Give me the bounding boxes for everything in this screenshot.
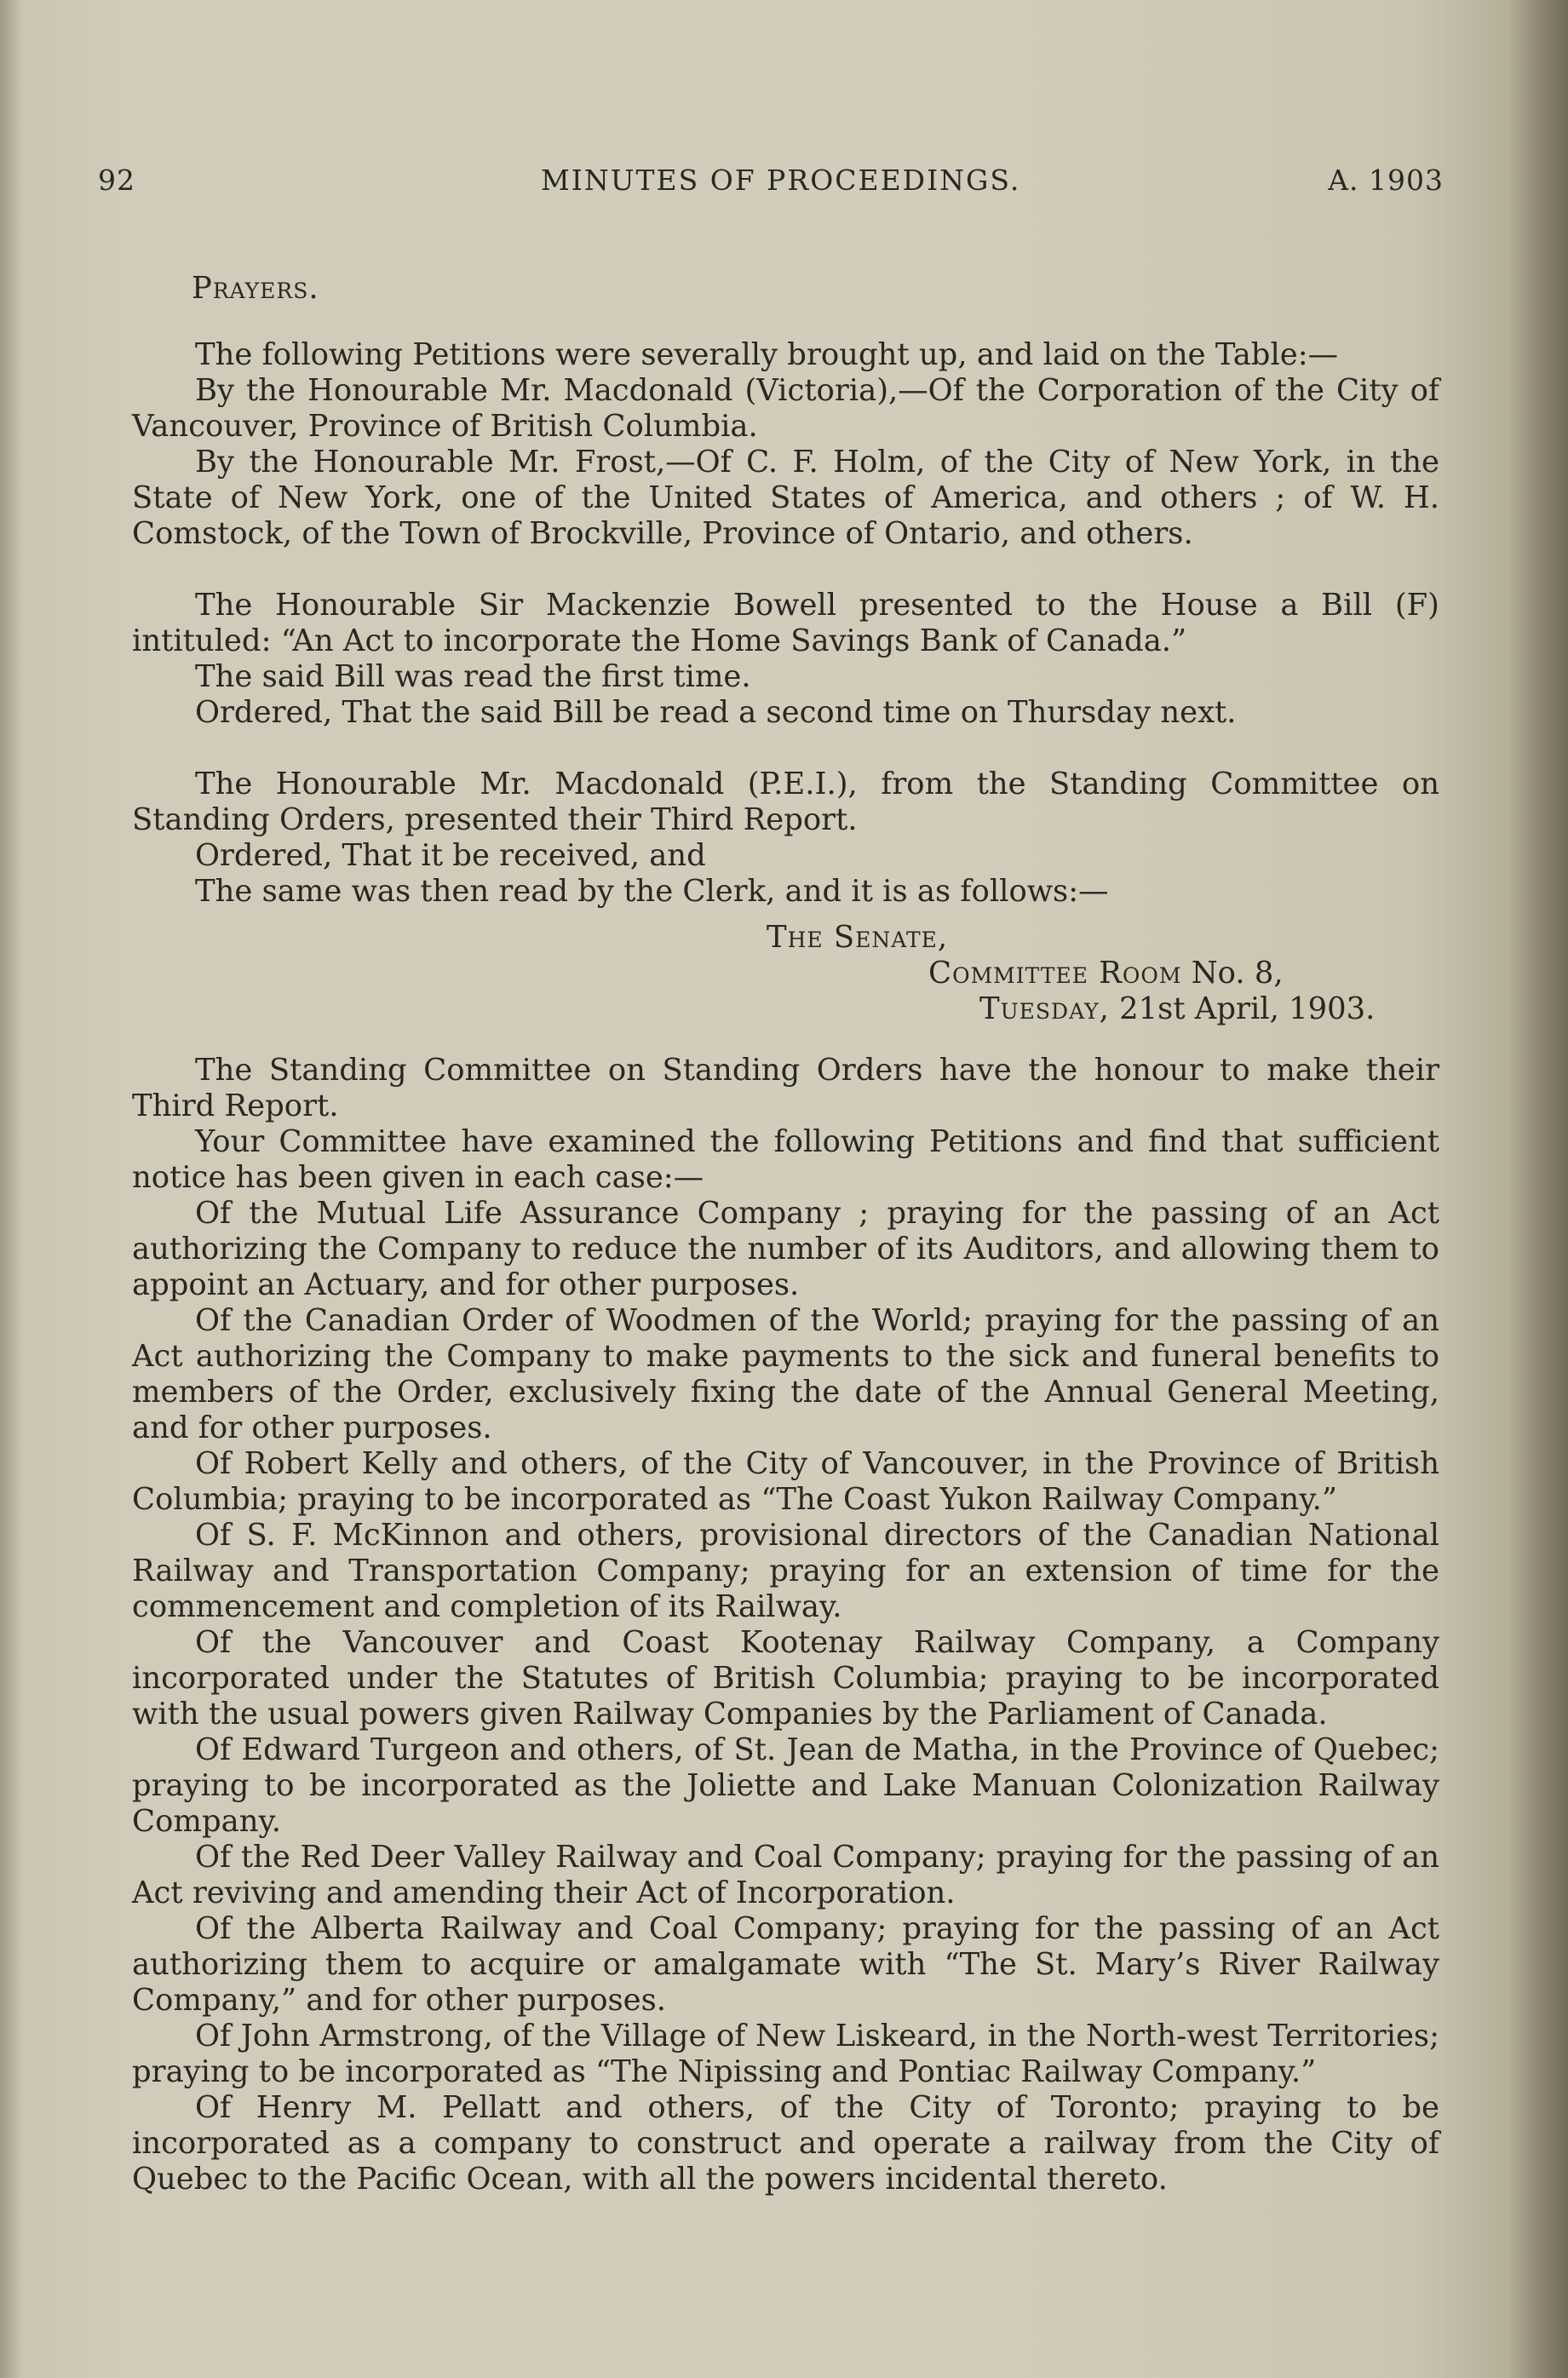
book-gutter-shadow — [1508, 0, 1568, 2378]
address-committee-room-label: Committee Room — [928, 956, 1182, 991]
address-senate: The Senate, — [767, 920, 949, 955]
petition-paragraph: By the Honourable Mr. Frost,—Of C. F. Holm, of the City of New York, in the State of New York, one of the United States of America, and others ; of W. H. Comstock, of the Town of Brockville, Province of Ontario, and others. — [132, 445, 1439, 551]
section-heading-prayers: Prayers. — [192, 271, 319, 306]
report-petition: Of Henry M. Pellatt and others, of the City of Toronto; praying to be incorporated as a company to construct and operate a railway from the City of Quebec to the Pacific Ocean, with all the powers incidental thereto. — [132, 2090, 1439, 2197]
report-petition: Of S. F. McKinnon and others, provisional directors of the Canadian National Railway and Transportation Company; praying for an extension of time for the commencement and completion of its Railway. — [132, 1518, 1439, 1624]
report-address-block — [132, 920, 1439, 1027]
report-paragraph: Your Committee have examined the following Petitions and find that sufficient notice has been given in each case:— — [132, 1124, 1439, 1195]
report-read-paragraph: The same was then read by the Clerk, and it is as follows:— — [195, 874, 1109, 909]
report-petition: Of the Vancouver and Coast Kootenay Railway Company, a Company incorporated under the Statutes of British Columbia; praying to be incorporated with the usual powers given Railway Companies by the Parliament of Canada. — [132, 1625, 1439, 1732]
report-petition: Of the Mutual Life Assurance Company ; praying for the passing of an Act authorizing the Company to reduce the number of its Auditors, and allowing them to appoint an Actuary, and for other purposes. — [132, 1196, 1439, 1302]
report-petition: Of the Alberta Railway and Coal Company; praying for the passing of an Act authorizing them to acquire or amalgamate with “The St. Mary’s River Railway Company,” and for other purposes. — [132, 1911, 1439, 2018]
petition-paragraph: By the Honourable Mr. Macdonald (Victoria),—Of the Corporation of the City of Vancouver, Province of British Columbia. — [132, 373, 1439, 444]
page-header — [98, 164, 1444, 206]
report-petition: Of John Armstrong, of the Village of New Liskeard, in the North-west Territories; praying to be incorporated as “The Nipissing and Pontiac Railway Company.” — [132, 2019, 1439, 2089]
report-ordered-paragraph: Ordered, That it be received, and — [195, 838, 706, 873]
report-petition: Of the Red Deer Valley Railway and Coal Company; praying for the passing of an Act reviving and amending their Act of Incorporation. — [132, 1840, 1439, 1910]
address-date-text: 21st April, 1903. — [1109, 991, 1376, 1026]
address-weekday: Tuesday, — [979, 991, 1110, 1026]
page-number: 92 — [98, 164, 135, 197]
report-paragraph: The Standing Committee on Standing Orders have the honour to make their Third Report. — [132, 1053, 1439, 1123]
petitions-intro: The following Petitions were severally brought up, and laid on the Table:— — [195, 337, 1339, 372]
report-petition: Of Edward Turgeon and others, of St. Jean de Matha, in the Province of Quebec; praying to be incorporated as the Joliette and Lake Manuan Colonization Railway Company. — [132, 1732, 1439, 1839]
bill-presented-paragraph: The Honourable Sir Mackenzie Bowell presented to the House a Bill (F) intituled: “An Act to incorporate the Home Savings Bank of Canada.” — [132, 588, 1439, 658]
address-date — [979, 991, 1375, 1027]
report-petition: Of Robert Kelly and others, of the City of Vancouver, in the Province of British Columbia; praying to be incorporated as “The Coast Yukon Railway Company.” — [132, 1446, 1439, 1517]
running-title: MINUTES OF PROCEEDINGS. — [541, 164, 1021, 197]
report-presented-paragraph: The Honourable Mr. Macdonald (P.E.I.), from the Standing Committee on Standing Orders, presented their Third Report. — [132, 767, 1439, 837]
bill-read-paragraph: The said Bill was read the first time. — [195, 659, 751, 694]
bill-ordered-paragraph: Ordered, That the said Bill be read a second time on Thursday next. — [195, 695, 1237, 730]
page-body — [132, 271, 1439, 2197]
address-committee-room — [928, 956, 1284, 991]
session-year: A. 1903 — [1328, 164, 1444, 197]
report-petition: Of the Canadian Order of Woodmen of the World; praying for the passing of an Act authorizing the Company to make payments to the sick and funeral benefits to members of the Order, exclusively fixing the date of the Annual General Meeting, and for other purposes. — [132, 1303, 1439, 1445]
address-room-number: No. 8, — [1181, 956, 1284, 991]
page-left-edge-shadow — [0, 0, 22, 2378]
